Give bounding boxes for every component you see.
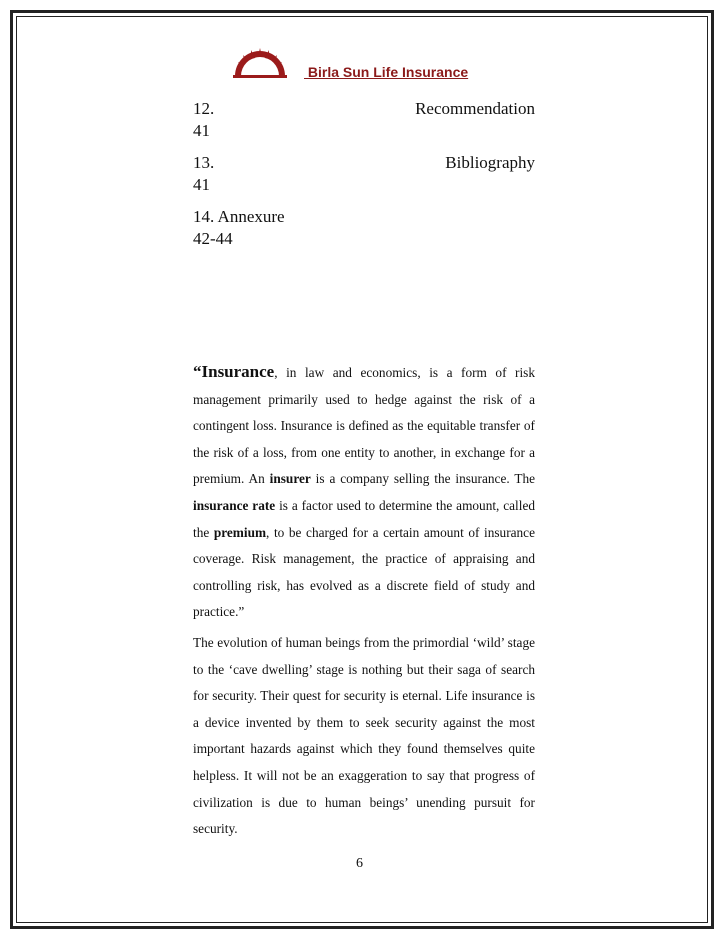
- toc-page: 41: [193, 121, 210, 140]
- insurance-rate-term: insurance rate: [193, 497, 276, 513]
- rising-sun-logo-icon: [229, 44, 291, 78]
- insurance-definition-paragraph: [193, 359, 535, 626]
- evolution-paragraph: The evolution of human beings from the primordial ‘wild’ stage to the ‘cave dwelling’ stage is nothing but their saga of search for security. Their quest for security is eternal. Life insurance is a device invented by them to seek security against the most important hazards against which they found themselves quite helpless. It will not be an exaggeration to say that progress of civilization is due to human beings’ unending pursuit for security.: [193, 635, 535, 837]
- toc-number: 12.: [193, 99, 215, 118]
- toc-page: 41: [193, 175, 210, 194]
- toc-number: 14. Annexure: [193, 207, 285, 226]
- toc-page: 42-44: [193, 229, 233, 248]
- quote-text: , to be charged for a certain amount of insurance coverage. Risk management, the practice of appraising and controlling risk, has evolved as a discrete field of study and practice.”: [193, 524, 535, 620]
- quote-text: , in law and economics, is a form of risk management primarily used to hedge against the risk of a contingent loss. Insurance is defined as the equitable transfer of the risk of a loss, from one entity to another, in exchange for a premium. An: [193, 365, 535, 487]
- insurer-term: insurer: [269, 471, 311, 487]
- toc-number: 13.: [193, 153, 215, 172]
- premium-term: premium: [213, 524, 267, 540]
- insurance-term: “Insurance: [193, 362, 275, 381]
- quote-text: is a company selling the insurance. The: [310, 471, 536, 487]
- toc-title: Recommendation: [415, 99, 535, 118]
- brand-name: Birla Sun Life Insurance: [304, 64, 469, 80]
- toc-title: Bibliography: [445, 153, 535, 172]
- page-number: 6: [356, 856, 363, 871]
- quote-text: is a factor used to determine the amount, called the: [193, 497, 535, 540]
